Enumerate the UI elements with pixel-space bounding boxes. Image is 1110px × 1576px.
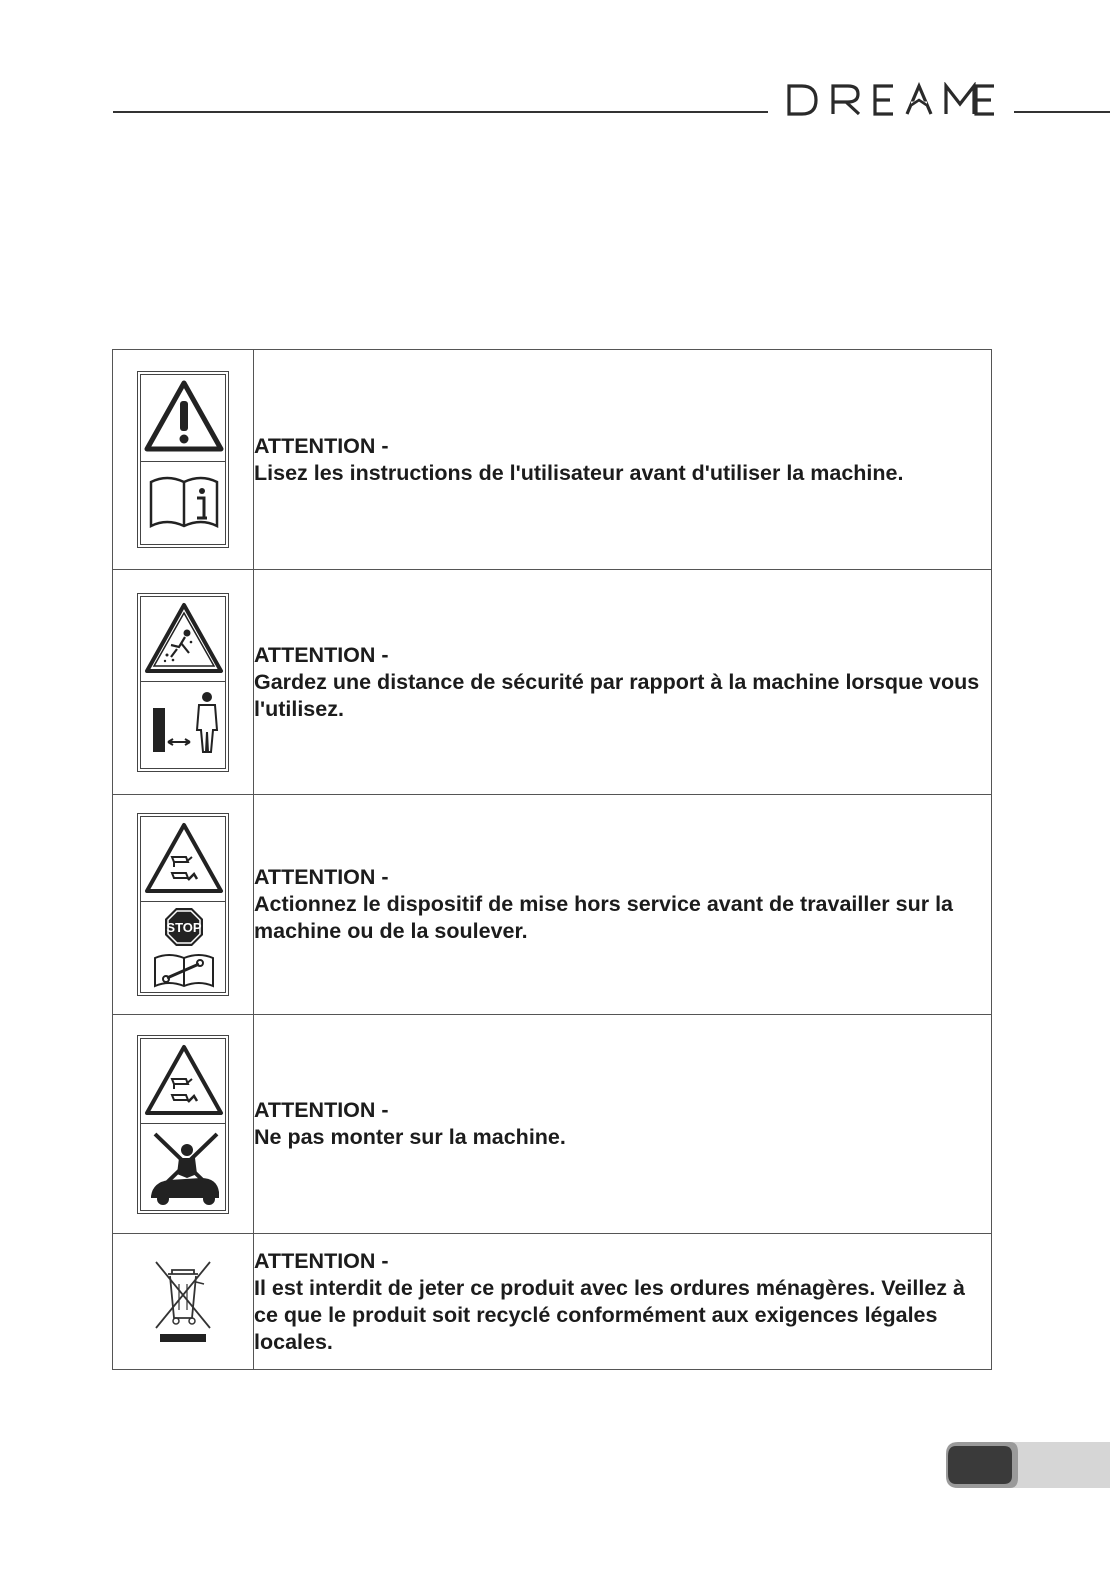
table-row [113, 1015, 992, 1234]
manual-book-icon [141, 462, 227, 544]
table-row [113, 1234, 992, 1370]
table-row [113, 350, 992, 570]
table-row [113, 570, 992, 795]
warning-do-not-ride-icon [137, 1035, 229, 1214]
icon-cell [113, 570, 254, 795]
stop-sign-text: STOP [166, 920, 202, 935]
warning-heading: ATTENTION - [254, 1248, 389, 1273]
warning-read-manual-icon [137, 371, 229, 548]
warning-text-cell [254, 570, 992, 795]
weee-recycle-bin-icon [148, 1254, 218, 1344]
warning-text-cell [254, 1234, 992, 1370]
icon-cell [113, 350, 254, 570]
icon-cell [113, 795, 254, 1015]
blade-hand-triangle-icon [141, 1039, 227, 1123]
warning-heading: ATTENTION - [254, 642, 389, 667]
warning-text-cell [254, 795, 992, 1015]
warning-heading: ATTENTION - [254, 433, 389, 458]
thrown-objects-triangle-icon [141, 597, 227, 681]
icon-cell [113, 1234, 254, 1370]
warning-safe-distance-icon [137, 593, 229, 772]
warning-text-cell [254, 350, 992, 570]
header-rule-right [1014, 111, 1110, 113]
no-riding-mower-icon [141, 1124, 227, 1210]
dreame-logo [786, 82, 996, 118]
warning-heading: ATTENTION - [254, 865, 389, 889]
icon-cell [113, 1015, 254, 1234]
warning-heading: ATTENTION - [254, 1098, 389, 1122]
warning-text: Gardez une distance de sécurité par rapport à la machine lorsque vous l'utilisez. [254, 669, 980, 721]
warning-triangle-icon [141, 375, 227, 461]
warning-table [112, 349, 992, 1370]
warning-text: Ne pas monter sur la machine. [254, 1125, 566, 1149]
warning-text-cell [254, 1015, 992, 1234]
warning-text: Il est interdit de jeter ce produit avec les ordures ménagères. Veillez à ce que le produit soit recyclé conformément aux exigences légales locales. [254, 1275, 965, 1354]
person-distance-icon [141, 682, 227, 768]
table-row [113, 795, 992, 1015]
blade-hand-triangle-icon [141, 817, 227, 901]
warning-text: Lisez les instructions de l'utilisateur avant d'utiliser la machine. [254, 460, 904, 485]
warning-text: Actionnez le dispositif de mise hors service avant de travailler sur la machine ou de la soulever. [254, 892, 954, 943]
header-rule-left [113, 111, 768, 113]
stop-manual-icon [141, 902, 227, 992]
warning-stop-before-maintenance-icon [137, 813, 229, 996]
page-tab-marker [944, 1440, 1110, 1490]
